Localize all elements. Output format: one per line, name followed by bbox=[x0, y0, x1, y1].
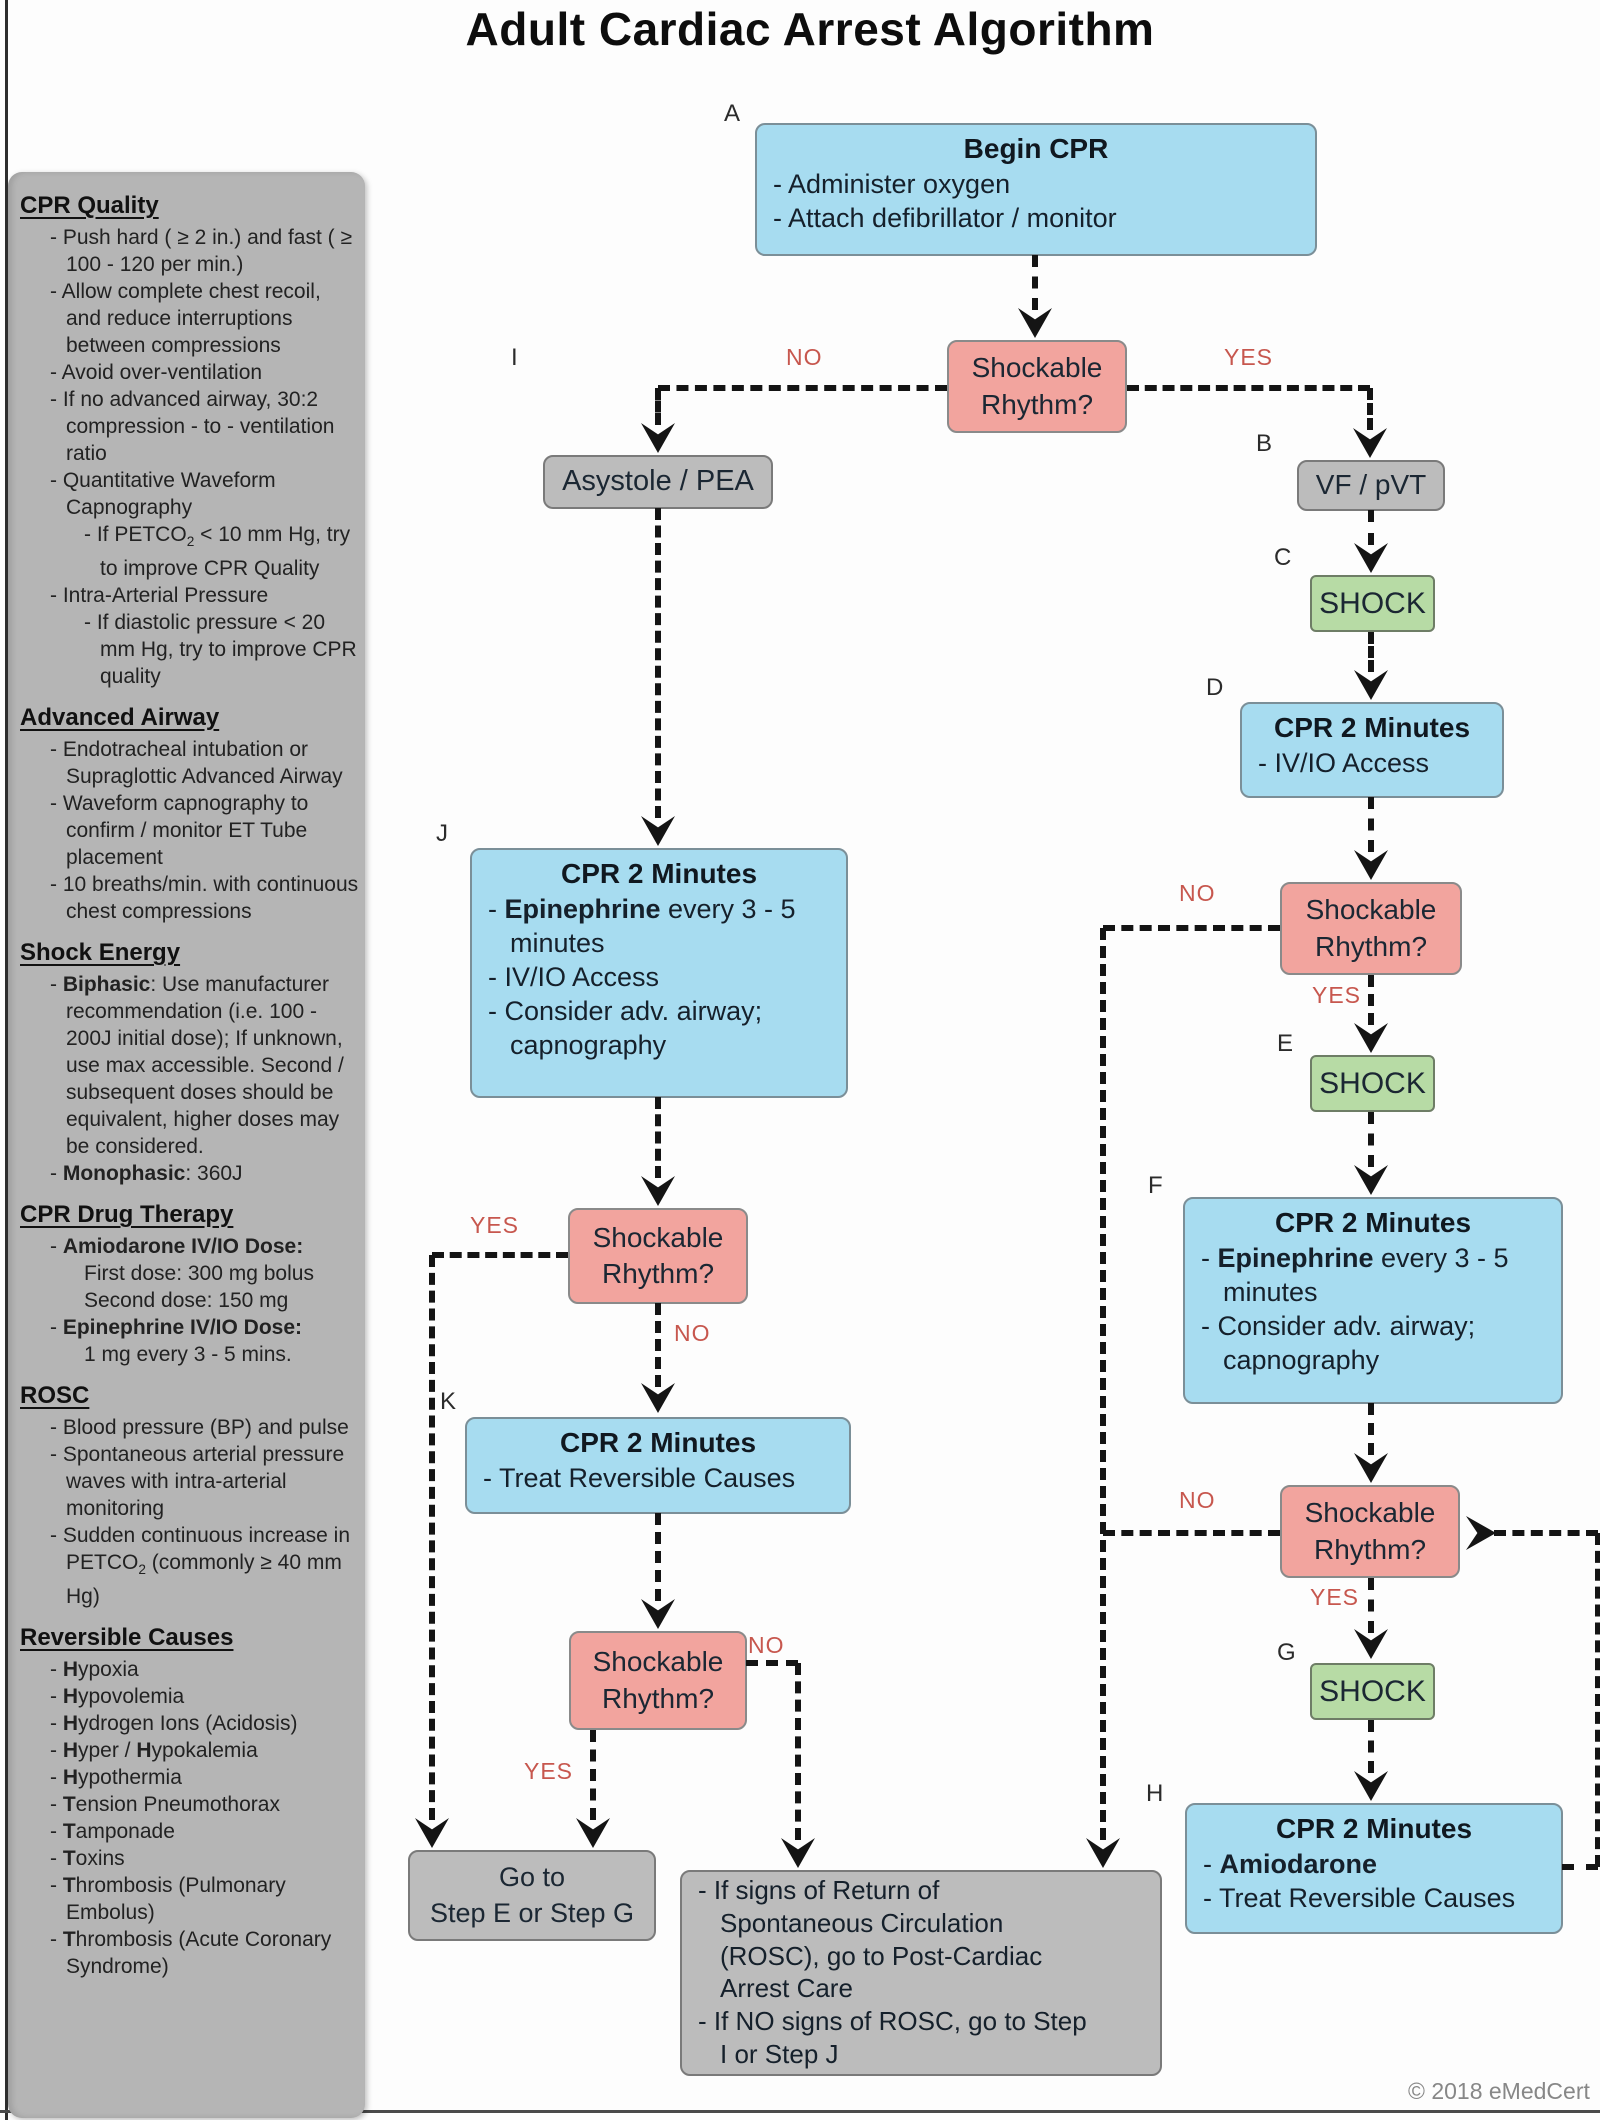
flow-connector bbox=[1032, 255, 1038, 310]
text-part: - bbox=[1203, 1849, 1220, 1880]
text-part: - Endotracheal intubation or Supraglottic Advanced Airway bbox=[50, 738, 343, 789]
sidebar-item bbox=[8, 1710, 365, 1737]
arrowhead-icon bbox=[415, 1818, 449, 1848]
text-part: - bbox=[50, 1316, 63, 1340]
node-asystole-pea bbox=[543, 455, 773, 509]
node-line bbox=[1203, 1881, 1553, 1915]
flow-connector bbox=[655, 508, 661, 818]
text-part: every 3 - 5 bbox=[1373, 1243, 1509, 1274]
step-letter-h: H bbox=[1146, 1780, 1164, 1807]
node-line bbox=[698, 1940, 1152, 1973]
text-part: hrombosis (Acute Coronary Syndrome) bbox=[66, 1928, 332, 1979]
text-part: - If signs of Return of bbox=[698, 1875, 940, 1905]
arrowhead-icon bbox=[1466, 1516, 1496, 1550]
text-part: First dose: 300 mg bolus bbox=[84, 1262, 314, 1286]
arrowhead-icon bbox=[1354, 850, 1388, 880]
sidebar-item bbox=[8, 1737, 365, 1764]
flow-connector bbox=[1368, 975, 1374, 1025]
text-part: ension Pneumothorax bbox=[75, 1793, 280, 1817]
text-part: 2 bbox=[186, 534, 195, 550]
flow-connector bbox=[655, 388, 661, 425]
flow-connector bbox=[655, 1513, 661, 1601]
text-part: - bbox=[50, 1928, 63, 1952]
flow-connector bbox=[1368, 1112, 1374, 1167]
node-line bbox=[773, 167, 1307, 201]
node-vf-pvt bbox=[1297, 460, 1445, 511]
sidebar-item bbox=[8, 1414, 365, 1441]
node-shockable-rhythm-1 bbox=[947, 340, 1127, 433]
text-part: - Treat Reversible Causes bbox=[483, 1463, 796, 1494]
text-part: - bbox=[50, 1235, 63, 1259]
flow-connector bbox=[1103, 1530, 1280, 1536]
node-lines bbox=[1187, 1845, 1561, 1919]
text-part: amponade bbox=[75, 1820, 175, 1844]
sidebar-item bbox=[8, 1287, 365, 1314]
node-shock-g bbox=[1310, 1663, 1435, 1720]
node-line bbox=[698, 2005, 1152, 2038]
node-line bbox=[1201, 1343, 1553, 1377]
node-center-line: Shockable bbox=[592, 1646, 724, 1678]
text-part: H bbox=[136, 1739, 152, 1763]
branch-label-no: NO bbox=[1179, 880, 1216, 906]
text-part: - Push hard ( ≥ 2 in.) and fast ( ≥ 100 - 120 per min.) bbox=[50, 226, 353, 276]
sidebar-item bbox=[8, 1764, 365, 1791]
sidebar-item bbox=[8, 386, 365, 467]
flow-connector bbox=[1562, 1864, 1598, 1870]
flow-connector bbox=[1595, 1533, 1600, 1867]
arrowhead-icon bbox=[1354, 1771, 1388, 1801]
node-title: CPR 2 Minutes bbox=[1273, 712, 1471, 743]
text-part: - If no advanced airway, 30:2 compression - to - ventilation ratio bbox=[50, 388, 335, 465]
text-part: T bbox=[62, 1847, 76, 1871]
step-letter-i: I bbox=[511, 344, 518, 371]
text-part: - bbox=[488, 894, 505, 925]
node-center-line: Step E or Step G bbox=[429, 1897, 635, 1928]
arrowhead-icon bbox=[641, 1383, 675, 1413]
node-cpr-2min-f bbox=[1183, 1197, 1563, 1404]
text-part: - IV/IO Access bbox=[488, 962, 660, 993]
step-letter-a: A bbox=[724, 100, 741, 127]
node-line bbox=[1201, 1241, 1553, 1275]
sidebar-item bbox=[8, 1791, 365, 1818]
sidebar-item bbox=[8, 467, 365, 521]
sidebar-item bbox=[8, 1314, 365, 1341]
node-cpr-2min-j bbox=[470, 848, 848, 1098]
branch-label-no: NO bbox=[748, 1632, 785, 1658]
sidebar-item bbox=[8, 1260, 365, 1287]
text-part: Biphasic bbox=[62, 973, 151, 997]
text-part: ydrogen Ions (Acidosis) bbox=[78, 1712, 298, 1736]
text-part: - bbox=[50, 1658, 63, 1682]
text-part: - If PETCO bbox=[84, 523, 187, 546]
node-center-line: Shockable bbox=[1304, 1497, 1436, 1529]
sidebar-item bbox=[8, 1441, 365, 1522]
text-part: < 10 mm Hg, try to improve CPR Quality bbox=[100, 523, 351, 581]
step-letter-g: G bbox=[1277, 1639, 1296, 1666]
branch-label-yes: YES bbox=[524, 1758, 574, 1784]
page-title: Adult Cardiac Arrest Algorithm bbox=[465, 3, 1155, 55]
sidebar-item bbox=[8, 1818, 365, 1845]
text-part: - Allow complete chest recoil, and reduce interruptions between compressions bbox=[50, 280, 321, 357]
node-line bbox=[1203, 1847, 1553, 1881]
text-part: capnography bbox=[1223, 1345, 1380, 1376]
sidebar-item bbox=[8, 1845, 365, 1872]
node-lines bbox=[467, 1459, 849, 1499]
sidebar-item bbox=[8, 1233, 365, 1260]
node-title: Begin CPR bbox=[963, 133, 1109, 164]
text-part: H bbox=[62, 1766, 78, 1790]
text-part: hrombosis (Pulmonary Embolus) bbox=[66, 1874, 286, 1925]
sidebar-section-heading: CPR Quality bbox=[20, 192, 159, 219]
node-shock-c bbox=[1310, 575, 1435, 632]
sidebar-item bbox=[8, 1683, 365, 1710]
text-part: Amiodarone bbox=[1219, 1849, 1378, 1880]
arrowhead-icon bbox=[641, 1176, 675, 1206]
text-part: (ROSC), go to Post-Cardiac bbox=[720, 1940, 1043, 1971]
node-title: CPR 2 Minutes bbox=[1275, 1813, 1473, 1844]
node-center-line: SHOCK bbox=[1319, 587, 1426, 620]
flow-connector bbox=[746, 1660, 798, 1666]
text-part: H bbox=[62, 1658, 78, 1682]
step-letter-f: F bbox=[1148, 1172, 1163, 1199]
text-part: - bbox=[50, 1766, 63, 1790]
text-part: 1 mg every 3 - 5 mins. bbox=[84, 1343, 292, 1367]
text-part: minutes bbox=[1223, 1277, 1318, 1308]
node-center-line: Shockable bbox=[1305, 894, 1437, 926]
text-part: - IV/IO Access bbox=[1258, 748, 1430, 779]
text-part: Amiodarone IV/IO Dose: bbox=[62, 1235, 304, 1259]
node-line bbox=[698, 2038, 1152, 2071]
step-letter-j: J bbox=[436, 820, 448, 847]
text-part: H bbox=[62, 1739, 78, 1763]
text-part: - bbox=[50, 1712, 63, 1736]
text-part: Arrest Care bbox=[720, 1973, 853, 2004]
sidebar-item bbox=[8, 278, 365, 359]
step-letter-b: B bbox=[1256, 430, 1273, 457]
sidebar-item bbox=[8, 1656, 365, 1683]
node-center-line: Asystole / PEA bbox=[562, 465, 754, 498]
text-part: yper / bbox=[78, 1739, 137, 1763]
node-center-line: Rhythm? bbox=[601, 1682, 715, 1714]
text-part: T bbox=[62, 1874, 76, 1898]
text-part: : 360J bbox=[185, 1162, 243, 1186]
node-center-line: SHOCK bbox=[1319, 1067, 1426, 1100]
arrowhead-icon bbox=[641, 423, 675, 453]
text-part: - Consider adv. airway; bbox=[1201, 1311, 1476, 1342]
text-part: I or Step J bbox=[720, 2038, 839, 2069]
node-title: CPR 2 Minutes bbox=[1274, 1207, 1472, 1238]
arrowhead-icon bbox=[1354, 1453, 1388, 1483]
sidebar-item bbox=[8, 1926, 365, 1980]
node-shockable-rhythm-3 bbox=[1280, 1485, 1460, 1578]
node-line bbox=[698, 1907, 1152, 1940]
flow-connector bbox=[1367, 388, 1373, 430]
node-line bbox=[488, 994, 838, 1028]
sidebar-item bbox=[8, 1522, 365, 1610]
node-center-line: SHOCK bbox=[1319, 1675, 1426, 1708]
node-cpr-2min-d bbox=[1240, 702, 1504, 798]
node-line bbox=[1258, 746, 1494, 780]
flow-connector bbox=[1368, 510, 1374, 545]
text-part: - bbox=[1201, 1243, 1218, 1274]
text-part: oxins bbox=[75, 1847, 125, 1871]
text-part: - Quantitative Waveform Capnography bbox=[50, 469, 276, 519]
arrowhead-icon bbox=[1354, 1629, 1388, 1659]
text-part: H bbox=[62, 1712, 78, 1736]
flow-connector bbox=[590, 1730, 596, 1820]
branch-label-yes: YES bbox=[470, 1212, 520, 1238]
node-center-line: Rhythm? bbox=[1314, 930, 1428, 962]
step-letter-c: C bbox=[1274, 544, 1292, 571]
sidebar-section-heading: Reversible Causes bbox=[20, 1624, 234, 1652]
node-center-line: Go to bbox=[498, 1862, 566, 1893]
branch-label-no: NO bbox=[674, 1320, 711, 1346]
sidebar-item bbox=[8, 736, 365, 790]
flow-connector bbox=[1368, 1720, 1374, 1773]
branch-label-yes: YES bbox=[1312, 982, 1362, 1008]
text-part: - bbox=[50, 973, 63, 997]
node-line bbox=[698, 1874, 1152, 1907]
node-lines bbox=[682, 1872, 1160, 2075]
arrowhead-icon bbox=[1086, 1838, 1120, 1868]
text-part: - bbox=[50, 1739, 63, 1763]
step-letter-d: D bbox=[1206, 674, 1224, 701]
node-line bbox=[773, 201, 1307, 235]
arrowhead-icon bbox=[1353, 428, 1387, 458]
sidebar-section-heading: ROSC bbox=[20, 1382, 90, 1410]
node-center-line: Rhythm? bbox=[601, 1258, 715, 1289]
flow-connector bbox=[1127, 385, 1370, 391]
branch-label-no: NO bbox=[786, 344, 823, 370]
node-line bbox=[483, 1461, 841, 1495]
text-part: - bbox=[50, 1162, 63, 1186]
flow-connector bbox=[795, 1663, 801, 1840]
node-shockable-rhythm-4 bbox=[568, 1208, 748, 1304]
flow-connector bbox=[1100, 928, 1106, 1840]
arrowhead-icon bbox=[1354, 1165, 1388, 1195]
text-part: 2 bbox=[138, 1562, 146, 1578]
text-part: - bbox=[50, 1793, 63, 1817]
text-part: : Use manufacturer recommendation (i.e. 100 - 200J initial dose); If unknown, use max accessible. Second / subsequent doses should be equivalent, higher doses may be considered. bbox=[66, 973, 344, 1159]
node-center-line: Rhythm? bbox=[980, 388, 1094, 420]
text-part: - Waveform capnography to confirm / monitor ET Tube placement bbox=[50, 792, 309, 870]
sidebar-item bbox=[8, 582, 365, 609]
text-part: Second dose: 150 mg bbox=[84, 1289, 289, 1313]
arrowhead-icon bbox=[1354, 1023, 1388, 1053]
text-part: - 10 breaths/min. with continuous chest compressions bbox=[50, 873, 359, 924]
node-line bbox=[488, 1028, 838, 1062]
flow-connector bbox=[658, 385, 947, 391]
text-part: Epinephrine bbox=[504, 894, 661, 925]
node-line bbox=[488, 960, 838, 994]
node-center-line: VF / pVT bbox=[1315, 469, 1427, 501]
arrowhead-icon bbox=[1354, 670, 1388, 700]
arrowhead-icon bbox=[781, 1838, 815, 1868]
text-part: - Attach defibrillator / monitor bbox=[773, 203, 1117, 234]
arrowhead-icon bbox=[641, 816, 675, 846]
flow-connector bbox=[1368, 1403, 1374, 1455]
node-shock-e bbox=[1310, 1055, 1435, 1112]
text-part: - Sudden continuous increase in PETCO bbox=[50, 1524, 351, 1575]
node-line bbox=[488, 892, 838, 926]
text-part: (commonly ≥ 40 mm Hg) bbox=[66, 1551, 342, 1609]
node-title: CPR 2 Minutes bbox=[560, 858, 758, 889]
text-part: ypovolemia bbox=[78, 1685, 185, 1709]
flow-connector bbox=[1368, 1578, 1374, 1633]
text-part: - bbox=[50, 1685, 63, 1709]
node-line bbox=[1201, 1275, 1553, 1309]
sidebar-section-heading: CPR Drug Therapy bbox=[20, 1201, 234, 1229]
branch-label-no: NO bbox=[1179, 1487, 1216, 1513]
node-cpr-2min-h bbox=[1185, 1803, 1563, 1934]
flow-connector bbox=[1368, 632, 1374, 672]
text-part: - Treat Reversible Causes bbox=[1203, 1883, 1516, 1914]
text-part: Spontaneous Circulation bbox=[720, 1907, 1004, 1938]
flow-connector bbox=[432, 1252, 568, 1258]
arrowhead-icon bbox=[1018, 308, 1052, 338]
text-part: - Spontaneous arterial pressure waves with intra-arterial monitoring bbox=[50, 1443, 345, 1521]
text-part: ypothermia bbox=[78, 1766, 182, 1790]
text-part: - Intra-Arterial Pressure bbox=[50, 584, 269, 608]
text-part: ypokalemia bbox=[151, 1739, 258, 1763]
node-rosc-note bbox=[680, 1870, 1162, 2076]
node-lines bbox=[472, 890, 846, 1066]
step-letter-e: E bbox=[1277, 1030, 1294, 1057]
text-part: - Consider adv. airway; bbox=[488, 996, 763, 1027]
text-part: - If NO signs of ROSC, go to Step bbox=[698, 2006, 1087, 2036]
sidebar-section-heading: Shock Energy bbox=[20, 939, 181, 967]
sidebar-item bbox=[8, 971, 365, 1160]
node-shockable-rhythm-2 bbox=[1280, 882, 1462, 975]
sidebar-item bbox=[8, 609, 365, 690]
node-line bbox=[1201, 1309, 1553, 1343]
sidebar-section-heading: Advanced Airway bbox=[20, 704, 220, 732]
step-letter-k: K bbox=[440, 1388, 457, 1415]
text-part: - bbox=[50, 1847, 63, 1871]
sidebar bbox=[8, 172, 365, 2118]
flow-connector bbox=[655, 1303, 661, 1387]
text-part: - If diastolic pressure < 20 mm Hg, try to improve CPR quality bbox=[84, 611, 357, 689]
sidebar-item bbox=[8, 871, 365, 925]
node-line bbox=[698, 1972, 1152, 2005]
flow-connector bbox=[429, 1255, 435, 1820]
node-lines bbox=[1185, 1239, 1561, 1381]
branch-label-yes: YES bbox=[1224, 344, 1274, 370]
text-part: T bbox=[62, 1793, 76, 1817]
arrowhead-icon bbox=[1354, 543, 1388, 573]
node-begin-cpr bbox=[755, 123, 1317, 256]
text-part: Epinephrine bbox=[1217, 1243, 1374, 1274]
text-part: H bbox=[62, 1685, 78, 1709]
text-part: ypoxia bbox=[78, 1658, 139, 1682]
node-shockable-rhythm-5 bbox=[569, 1631, 747, 1730]
text-part: Monophasic bbox=[62, 1162, 186, 1186]
sidebar-item bbox=[8, 1341, 365, 1368]
node-center-line: Rhythm? bbox=[1313, 1533, 1427, 1565]
sidebar-item bbox=[8, 521, 365, 582]
node-goto-step-e-or-g bbox=[408, 1850, 656, 1941]
node-lines bbox=[757, 165, 1315, 239]
flow-connector bbox=[1494, 1530, 1598, 1536]
text-part: minutes bbox=[510, 928, 605, 959]
text-part: capnography bbox=[510, 1030, 667, 1061]
text-part: every 3 - 5 bbox=[660, 894, 796, 925]
node-cpr-2min-k bbox=[465, 1417, 851, 1514]
sidebar-item bbox=[8, 1160, 365, 1187]
text-part: T bbox=[62, 1928, 76, 1952]
arrowhead-icon bbox=[641, 1599, 675, 1629]
copyright-text: © 2018 eMedCert bbox=[1408, 2078, 1590, 2104]
node-line bbox=[488, 926, 838, 960]
text-part: - bbox=[50, 1874, 63, 1898]
node-center-line: Shockable bbox=[971, 352, 1103, 384]
node-title: CPR 2 Minutes bbox=[559, 1427, 757, 1458]
sidebar-item bbox=[8, 1872, 365, 1926]
node-lines bbox=[1242, 744, 1502, 784]
text-part: - bbox=[50, 1820, 63, 1844]
text-part: - Administer oxygen bbox=[773, 169, 1011, 200]
flow-connector bbox=[655, 1097, 661, 1178]
text-part: - Avoid over-ventilation bbox=[50, 361, 263, 384]
sidebar-item bbox=[8, 224, 365, 278]
text-part: Epinephrine IV/IO Dose: bbox=[62, 1316, 303, 1340]
text-part: T bbox=[62, 1820, 76, 1844]
flow-connector bbox=[1103, 925, 1280, 931]
arrowhead-icon bbox=[576, 1818, 610, 1848]
flow-connector bbox=[1368, 797, 1374, 852]
text-part: - Blood pressure (BP) and pulse bbox=[50, 1416, 349, 1440]
sidebar-item bbox=[8, 790, 365, 871]
node-center-line: Shockable bbox=[592, 1221, 724, 1253]
sidebar-item bbox=[8, 359, 365, 386]
branch-label-yes: YES bbox=[1310, 1584, 1360, 1610]
